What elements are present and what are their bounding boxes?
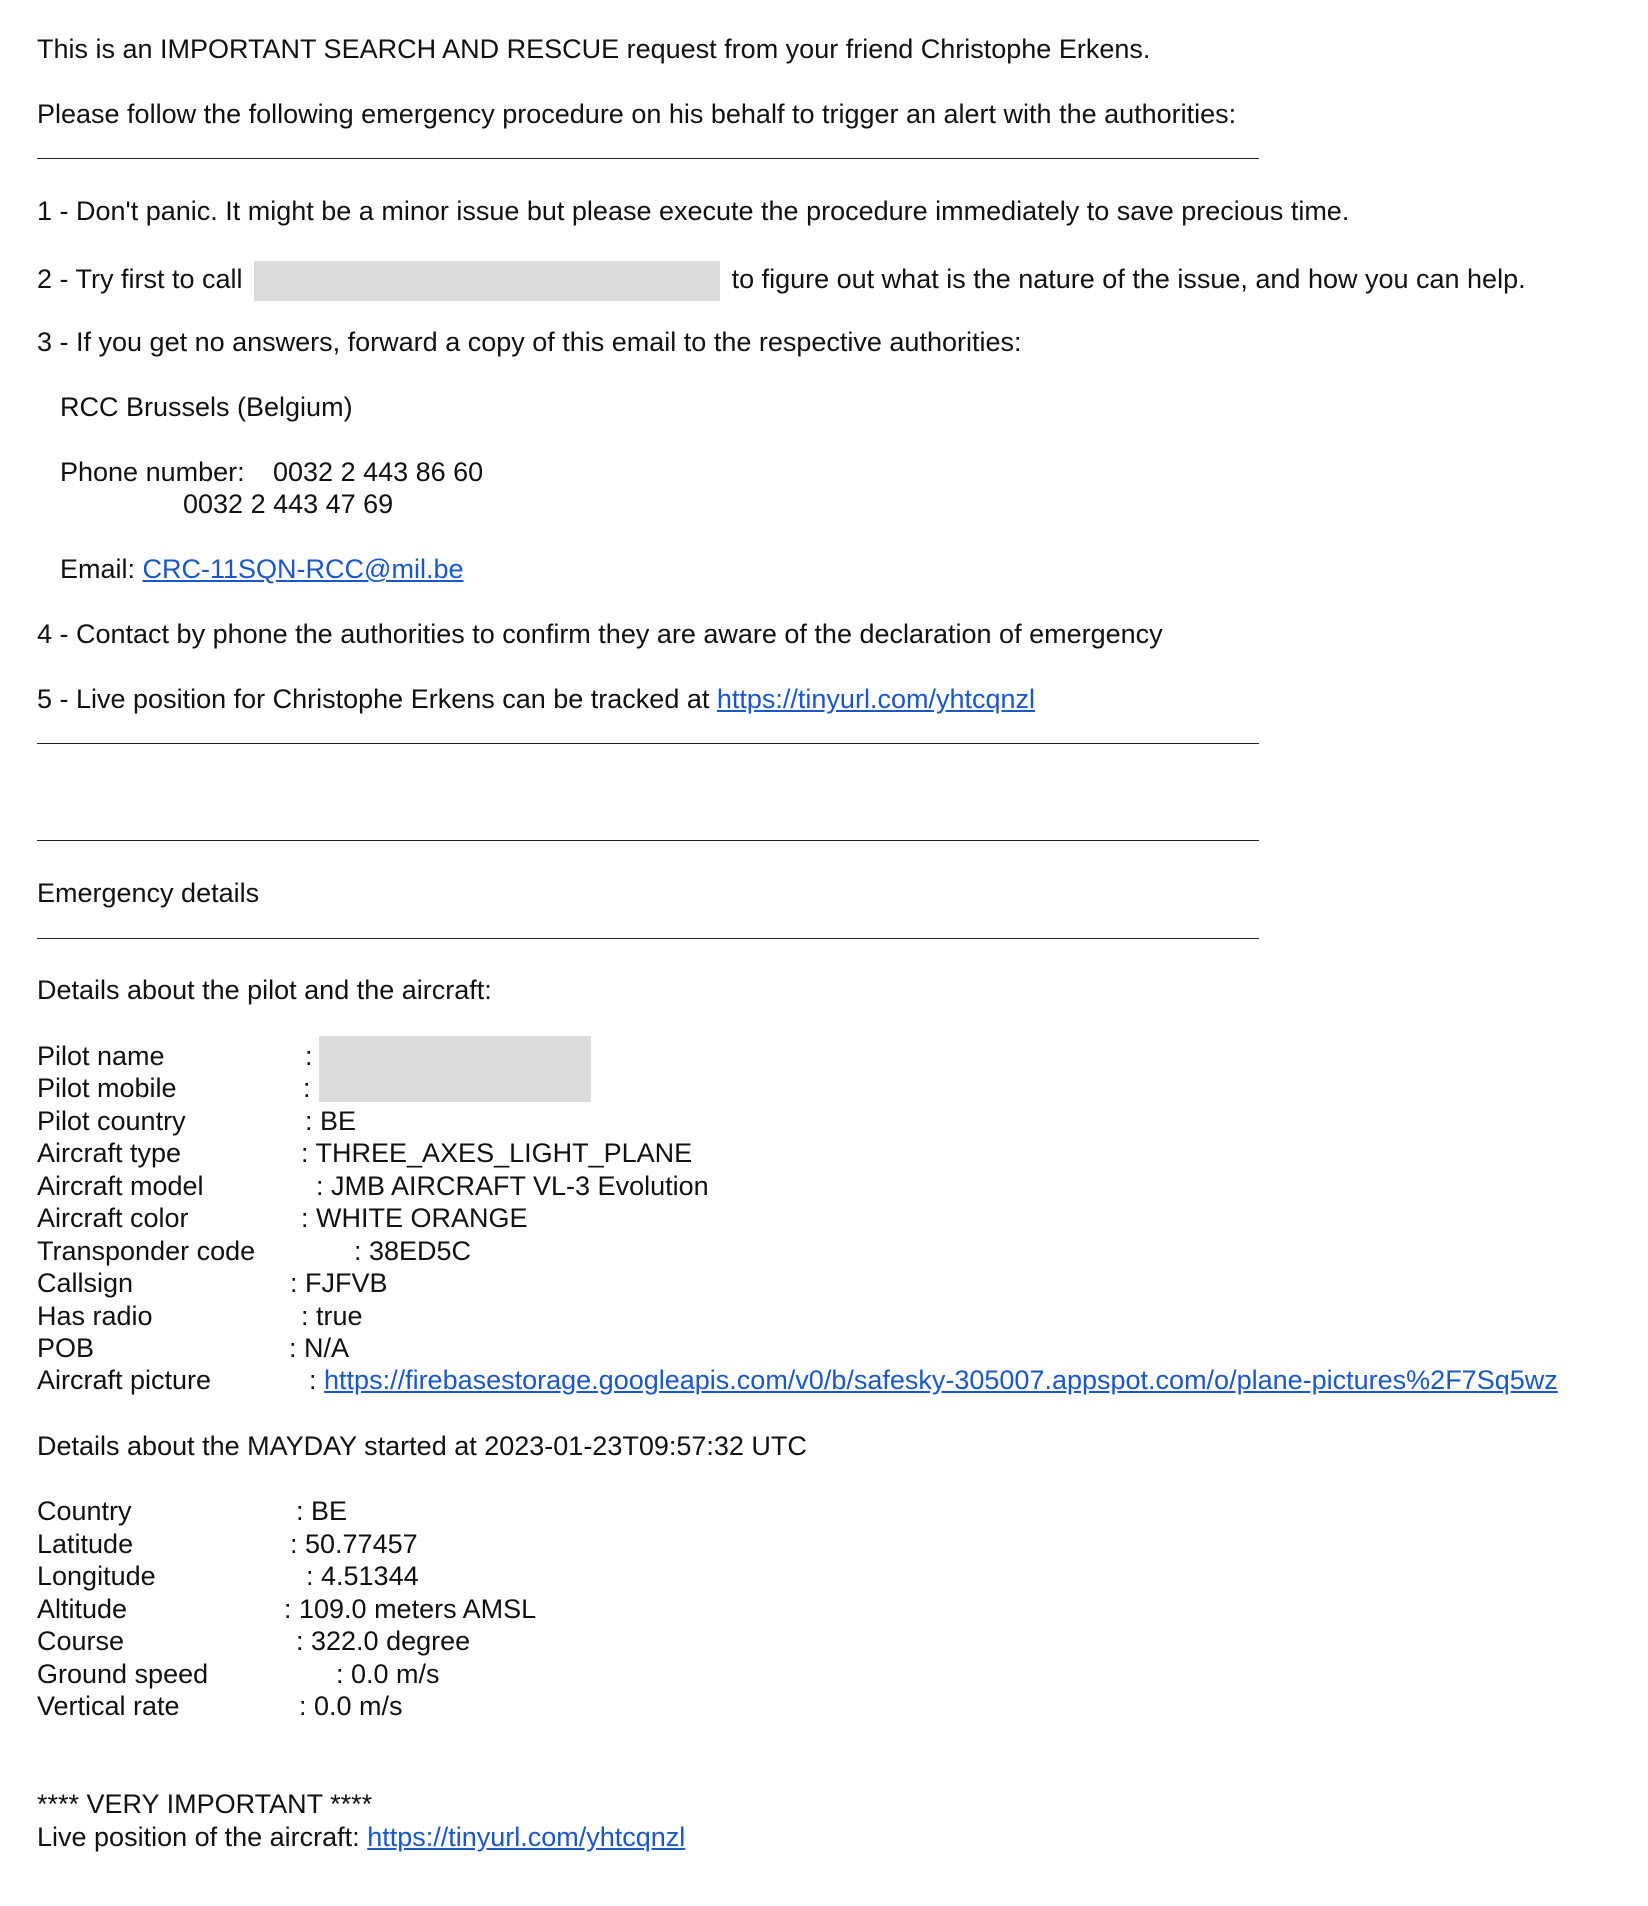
field-value: : <box>309 1365 317 1395</box>
field-label: Longitude <box>37 1561 156 1591</box>
mayday-details-intro: Details about the MAYDAY started at 2023-01-23T09:57:32 UTC <box>37 1431 807 1461</box>
field-label: Callsign <box>37 1268 134 1298</box>
field-label: Ground speed <box>37 1659 209 1689</box>
field-value: : BE <box>296 1496 348 1526</box>
step-2-suffix: to figure out what is the nature of the issue, and how you can help. <box>731 264 1526 295</box>
field-label: Pilot name <box>37 1041 165 1071</box>
authority-phone-1[interactable]: 0032 2 443 86 60 <box>273 457 484 487</box>
authority-phone-label: Phone number: <box>60 457 245 487</box>
field-label: Altitude <box>37 1594 128 1624</box>
field-value: : 38ED5C <box>354 1236 472 1266</box>
intro-line-1: This is an IMPORTANT SEARCH AND RESCUE request from your friend Christophe Erkens. <box>37 34 1151 64</box>
step-2-prefix: 2 - Try first to call <box>37 264 243 295</box>
field-value: : WHITE ORANGE <box>301 1203 528 1233</box>
field-label: Aircraft model <box>37 1171 204 1201</box>
pilot-details-intro: Details about the pilot and the aircraft: <box>37 975 492 1005</box>
field-value: : JMB AIRCRAFT VL-3 Evolution <box>316 1171 709 1201</box>
redacted-phone <box>254 261 720 301</box>
authority-email-label: Email: <box>60 554 136 584</box>
field-label: Has radio <box>37 1301 153 1331</box>
authority-name: RCC Brussels (Belgium) <box>60 392 353 422</box>
field-value: : 50.77457 <box>290 1529 418 1559</box>
field-label: Aircraft type <box>37 1138 182 1168</box>
live-position-row <box>37 1821 685 1853</box>
intro-line-2: Please follow the following emergency procedure on his behalf to trigger an alert with the authorities: <box>37 99 1237 129</box>
field-value: : 0.0 m/s <box>299 1691 403 1721</box>
field-value: : THREE_AXES_LIGHT_PLANE <box>301 1138 693 1168</box>
field-value: : 322.0 degree <box>296 1626 471 1656</box>
live-position-link[interactable]: https://tinyurl.com/yhtcqnzl <box>367 1822 686 1852</box>
field-value: : 109.0 meters AMSL <box>284 1594 537 1624</box>
divider <box>37 743 1259 744</box>
field-value: : true <box>301 1301 363 1331</box>
step-4: 4 - Contact by phone the authorities to confirm they are aware of the declaration of emergency <box>37 619 1163 649</box>
field-value: : <box>305 1041 313 1071</box>
authority-phone-2[interactable]: 0032 2 443 47 69 <box>183 489 394 519</box>
field-value: : BE <box>305 1106 357 1136</box>
step-2 <box>37 261 1526 301</box>
divider <box>37 938 1259 939</box>
step-5-prefix: 5 - Live position for Christophe Erkens can be tracked at <box>37 684 710 714</box>
divider <box>37 840 1259 841</box>
step-5 <box>37 683 1035 715</box>
very-important-banner: **** VERY IMPORTANT **** <box>37 1789 373 1819</box>
field-label: Aircraft picture <box>37 1365 212 1395</box>
field-label: Vertical rate <box>37 1691 180 1721</box>
field-value: : 4.51344 <box>306 1561 419 1591</box>
live-position-label: Live position of the aircraft: <box>37 1822 360 1852</box>
field-label: Country <box>37 1496 132 1526</box>
aircraft-picture-row <box>309 1364 1558 1396</box>
field-value: : FJFVB <box>290 1268 388 1298</box>
step-1: 1 - Don't panic. It might be a minor issue but please execute the procedure immediately to save precious time. <box>37 196 1350 226</box>
step-5-tracking-link[interactable]: https://tinyurl.com/yhtcqnzl <box>716 684 1035 714</box>
field-label: Course <box>37 1626 125 1656</box>
authority-email-row <box>60 553 463 585</box>
field-label: POB <box>37 1333 95 1363</box>
field-value: : 0.0 m/s <box>336 1659 440 1689</box>
authority-email-link[interactable]: CRC-11SQN-RCC@mil.be <box>142 554 464 584</box>
field-label: Transponder code <box>37 1236 256 1266</box>
field-value: : <box>303 1073 311 1103</box>
field-label: Aircraft color <box>37 1203 189 1233</box>
aircraft-picture-link[interactable]: https://firebasestorage.googleapis.com/v0/b/safesky-305007.appspot.com/o/plane-pictures%2F7Sq5wz <box>324 1365 1558 1395</box>
divider <box>37 158 1259 159</box>
step-3: 3 - If you get no answers, forward a copy of this email to the respective authorities: <box>37 327 1022 357</box>
field-label: Pilot country <box>37 1106 186 1136</box>
field-label: Latitude <box>37 1529 134 1559</box>
emergency-details-heading: Emergency details <box>37 878 260 908</box>
field-label: Pilot mobile <box>37 1073 177 1103</box>
redacted-pilot-info <box>319 1036 591 1102</box>
field-value: : N/A <box>289 1333 350 1363</box>
